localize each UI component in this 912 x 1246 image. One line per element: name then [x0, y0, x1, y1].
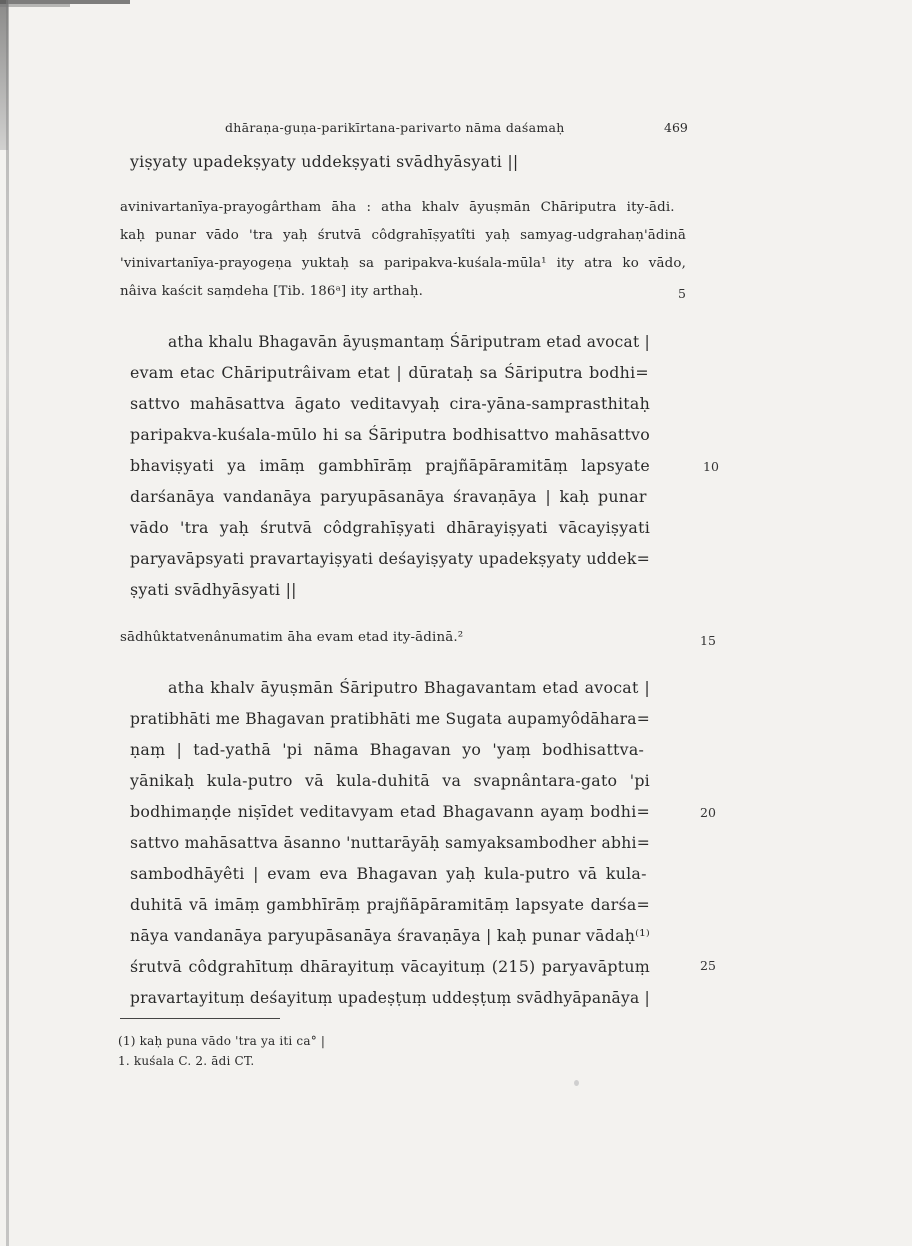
text-line-d2: pratibhāti me Bhagavan pratibhāti me Sugata aupamyôdāhara= [130, 709, 650, 728]
text-line-b4: paripakva-kuśala-mūlo hi sa Śāriputra bodhisattvo mahāsattvo [130, 425, 650, 444]
text-line-b7: vādo 'tra yaḥ śrutvā côdgrahīṣyati dhārayiṣyati vācayiṣyati [130, 518, 650, 537]
text-line-d1: atha khalv āyuṣmān Śāriputro Bhagavantam etad avocat | [168, 678, 650, 697]
text-line-b8: paryavāpsyati pravartayiṣyati deśayiṣyaty upadekṣyaty uddek= [130, 549, 650, 568]
text-line-c1: avinivartanīya-prayogârtham āha : atha khalv āyuṣmān Chāriputra ity-ādi. [120, 200, 675, 215]
text-line-d8: duhitā vā imāṃ gambhīrāṃ prajñāpāramitāṃ lapsyate darśa= [130, 895, 650, 914]
running-header: dhāraṇa-guṇa-parikīrtana-parivarto nāma daśamaḥ [225, 120, 565, 135]
line-number-25: 25 [700, 958, 716, 973]
line-number-5: 5 [678, 286, 686, 301]
text-line-d7: sambodhāyêti | evam eva Bhagavan yaḥ kula-putro vā kula- [130, 864, 647, 883]
text-line-b2: evam etac Chāriputrâivam etat | dūrataḥ sa Śāriputra bodhi= [130, 363, 649, 382]
text-line-l1: yiṣyaty upadekṣyaty uddekṣyati svādhyāsyati || [130, 152, 519, 171]
text-line-c5: sādhûktatvenânumatim āha evam etad ity-ādinā.² [120, 630, 464, 645]
text-line-d9: nāya vandanāya paryupāsanāya śravaṇāya | kaḥ punar vādaḥ⁽¹⁾ [130, 926, 650, 945]
text-line-c3: 'vinivartanīya-prayogeṇa yuktaḥ sa paripakva-kuśala-mūla¹ ity atra ko vādo, [120, 256, 686, 271]
scan-shadow-top-inner [0, 4, 70, 7]
text-line-d4: yānikaḥ kula-putro vā kula-duhitā va svapnântara-gato 'pi [130, 771, 650, 790]
text-line-b5: bhaviṣyati ya imāṃ gambhīrāṃ prajñāpāramitāṃ lapsyate [130, 456, 650, 475]
text-line-d6: sattvo mahāsattva āsanno 'nuttarāyāḥ samyaksambodher abhi= [130, 833, 650, 852]
line-number-15: 15 [700, 633, 716, 648]
text-line-c2: kaḥ punar vādo 'tra yaḥ śrutvā côdgrahīṣyatîti yaḥ samyag-udgrahaṇ'ādinā [120, 228, 686, 243]
text-line-d10: śrutvā côdgrahītuṃ dhārayituṃ vācayituṃ (215) paryavāptuṃ [130, 957, 650, 976]
footnote-variant: (1) kaḥ puna vādo 'tra ya iti ca° | [118, 1034, 326, 1048]
text-line-b6: darśanāya vandanāya paryupāsanāya śravaṇāya | kaḥ punar [130, 487, 647, 506]
scan-speck [574, 1080, 579, 1086]
line-number-10: 10 [703, 459, 719, 474]
text-line-d3: ṇaṃ | tad-yathā 'pi nāma Bhagavan yo 'yaṃ bodhisattva- [130, 740, 645, 759]
text-line-d11: pravartayituṃ deśayituṃ upadeṣṭuṃ uddeṣṭuṃ svādhyāpanāya | [130, 988, 650, 1007]
scan-shadow-left [6, 0, 9, 1246]
footnote-numbered: 1. kuśala C. 2. ādi CT. [118, 1054, 255, 1068]
text-line-b1: atha khalu Bhagavān āyuṣmantaṃ Śāriputram etad avocat | [168, 332, 650, 351]
text-line-c4: nâiva kaścit saṃdeha [Tib. 186ᵃ] ity arthaḥ. [120, 284, 424, 299]
line-number-20: 20 [700, 805, 716, 820]
page-number: 469 [664, 120, 688, 135]
text-line-b3: sattvo mahāsattva āgato veditavyaḥ cira-yāna-samprasthitaḥ [130, 394, 650, 413]
footnote-rule [120, 1018, 280, 1019]
text-line-d5: bodhimaṇḍe niṣīdet veditavyam etad Bhagavann ayaṃ bodhi= [130, 802, 650, 821]
text-line-b9: ṣyati svādhyāsyati || [130, 580, 297, 599]
